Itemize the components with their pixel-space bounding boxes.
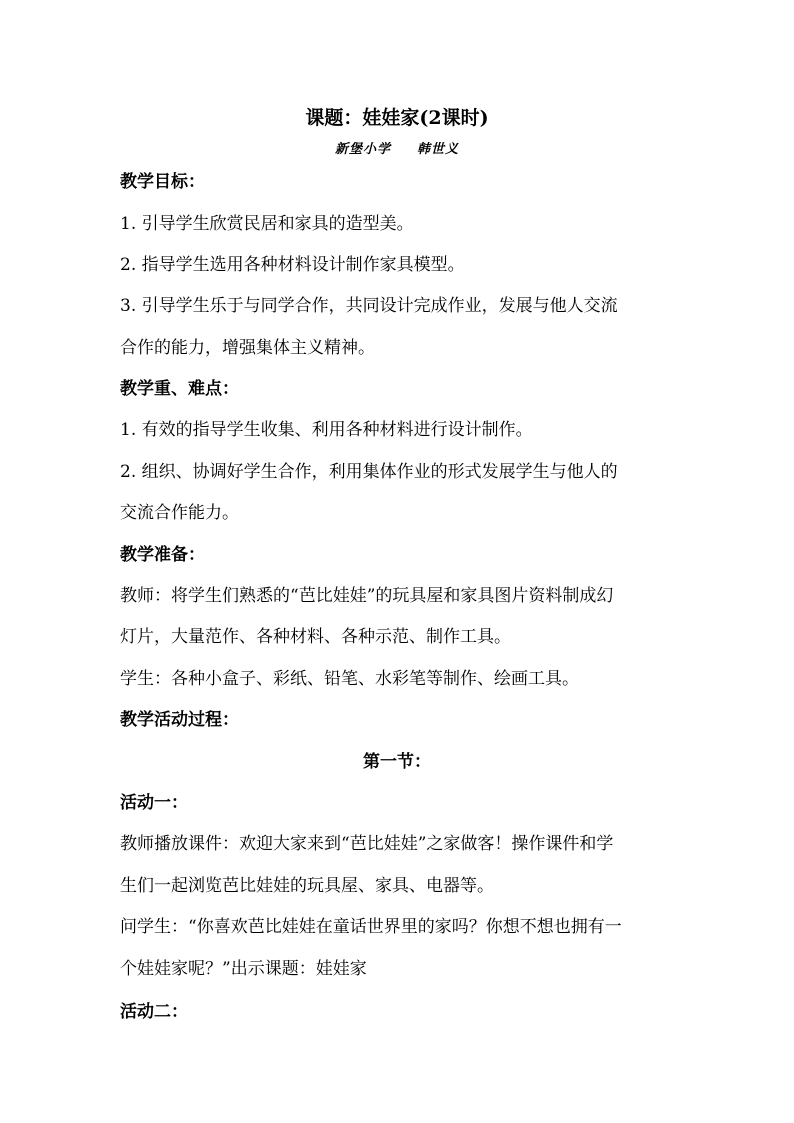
activity1-text: 教师播放课件：欢迎大家来到“芭比娃娃”之家做客！操作课件和学 (120, 834, 614, 854)
preparation-teacher: 教师：将学生们熟悉的“芭比娃娃”的玩具屋和家具图片资料制成幻 (120, 586, 614, 606)
preparation-student: 学生：各种小盒子、彩纸、铅笔、水彩笔等制作、绘画工具。 (120, 669, 579, 689)
objective-item: 3. 引导学生乐于与同学合作，共同设计完成作业，发展与他人交流 (120, 296, 618, 316)
process-heading: 教学活动过程： (120, 710, 239, 730)
school-name: 新堡小学 (334, 142, 391, 157)
objectives-heading: 教学目标： (120, 172, 205, 192)
keypoint-item-continued: 交流合作能力。 (120, 503, 239, 523)
preparation-heading: 教学准备： (120, 545, 205, 565)
activity2-heading: 活动二： (120, 1002, 188, 1022)
objective-item: 1. 引导学生欣赏民居和家具的造型美。 (120, 214, 414, 234)
keypoints-heading: 教学重、难点： (120, 379, 239, 399)
objective-item-continued: 合作的能力，增强集体主义精神。 (120, 338, 375, 358)
activity1-question-continued: 个娃娃家呢？”出示课题：娃娃家 (120, 959, 367, 979)
keypoint-item: 1. 有效的指导学生收集、利用各种材料进行设计制作。 (120, 420, 533, 440)
keypoint-item: 2. 组织、协调好学生合作，利用集体作业的形式发展学生与他人的 (120, 462, 618, 482)
author-name: 韩世义 (417, 142, 460, 157)
author-line (0, 138, 794, 162)
objective-item: 2. 指导学生选用各种材料设计制作家具模型。 (120, 255, 465, 275)
page-title: 课题：娃娃家(2课时) (305, 107, 489, 129)
activity1-heading: 活动一： (120, 793, 188, 813)
preparation-teacher-continued: 灯片，大量范作、各种材料、各种示范、制作工具。 (120, 627, 511, 647)
activity1-text-continued: 生们一起浏览芭比娃娃的玩具屋、家具、电器等。 (120, 876, 494, 896)
activity1-question: 问学生：“你喜欢芭比娃娃在童话世界里的家吗？你想不想也拥有一 (120, 917, 622, 937)
lesson-heading: 第一节： (363, 752, 431, 772)
